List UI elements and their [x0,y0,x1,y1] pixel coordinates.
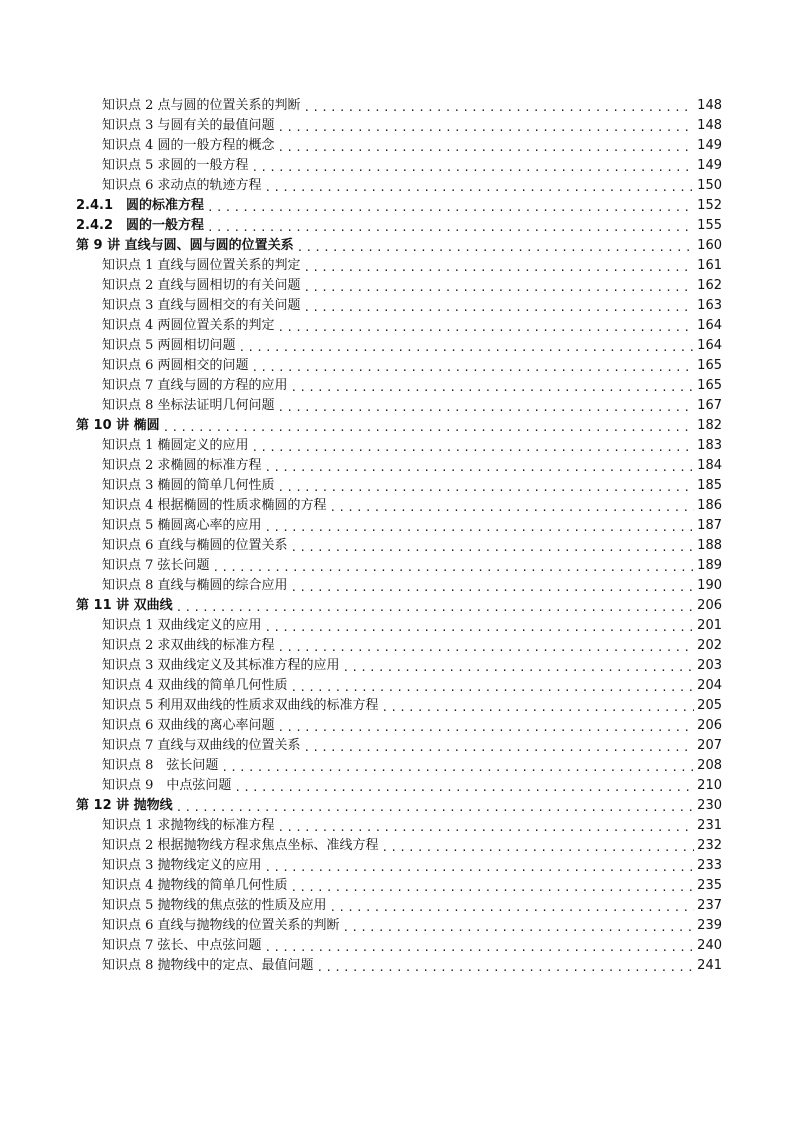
toc-page-number: 210 [697,778,722,793]
toc-page-number: 183 [697,438,722,453]
toc-entry-title: 知识点 5 椭圆离心率的应用 [102,518,262,533]
toc-entry-title: 知识点 1 直线与圆位置关系的判定 [102,258,301,273]
toc-subentry[interactable] [76,176,722,196]
toc-page-number: 167 [697,398,722,413]
dot-leader [297,239,695,256]
toc-entry-title: 知识点 4 根据椭圆的性质求椭圆的方程 [102,498,327,513]
toc-entry-title: 2.4.1 圆的标准方程 [76,198,205,213]
toc-subentry[interactable] [76,576,722,596]
toc-entry-title: 知识点 2 直线与圆相切的有关问题 [102,278,301,293]
dot-leader [343,659,695,676]
toc-entry-title: 知识点 6 直线与椭圆的位置关系 [102,538,288,553]
toc-subentry[interactable] [76,856,722,876]
dot-leader [252,359,695,376]
dot-leader [239,339,695,356]
toc-page-number: 161 [697,258,722,273]
dot-leader [252,439,695,456]
dot-leader [207,199,694,216]
toc-entry-title: 2.4.2 圆的一般方程 [76,218,205,233]
toc-page-number: 155 [697,218,722,233]
dot-leader [291,879,695,896]
toc-entry-title: 知识点 6 直线与抛物线的位置关系的判断 [102,918,340,933]
toc-entry-title: 知识点 5 两圆相切问题 [102,338,236,353]
toc-subentry[interactable] [76,676,722,696]
dot-leader [176,599,695,616]
toc-page-number: 232 [697,838,722,853]
toc-entry-title: 第 12 讲 抛物线 [76,798,173,813]
toc-page-number: 164 [697,338,722,353]
toc-subentry[interactable] [76,876,722,896]
toc-page-number: 201 [697,618,722,633]
dot-leader [265,939,695,956]
toc-page-number: 237 [697,898,722,913]
toc-page-number: 187 [697,518,722,533]
toc-entry-title: 知识点 3 抛物线定义的应用 [102,858,262,873]
toc-subentry[interactable] [76,376,722,396]
dot-leader [234,779,694,796]
toc-entry-title: 第 10 讲 椭圆 [76,418,160,433]
toc-page-number: 203 [697,658,722,673]
dot-leader [278,119,695,136]
toc-entry-title: 知识点 1 双曲线定义的应用 [102,618,262,633]
toc-entry-title: 知识点 1 求抛物线的标准方程 [102,818,275,833]
toc-subentry[interactable] [76,296,722,316]
dot-leader [304,279,695,296]
toc-subentry[interactable] [76,956,722,976]
toc-subentry[interactable] [76,836,722,856]
dot-leader [278,479,695,496]
toc-subentry[interactable] [76,436,722,456]
toc-entry-title: 知识点 3 椭圆的简单几何性质 [102,478,275,493]
dot-leader [176,799,695,816]
toc-subentry[interactable] [76,456,722,476]
toc-subentry[interactable] [76,656,722,676]
dot-leader [278,819,695,836]
dot-leader [291,579,695,596]
toc-entry-title: 知识点 3 与圆有关的最值问题 [102,118,275,133]
toc-entry-title: 知识点 1 椭圆定义的应用 [102,438,249,453]
toc-subentry[interactable] [76,96,722,116]
toc-subentry[interactable] [76,516,722,536]
dot-leader [265,519,695,536]
toc-page-number: 190 [697,578,722,593]
dot-leader [265,179,695,196]
toc-subentry[interactable] [76,496,722,516]
toc-subentry[interactable] [76,476,722,496]
toc-subentry[interactable] [76,356,722,376]
toc-page-number: 231 [697,818,722,833]
dot-leader [278,139,695,156]
toc-subentry[interactable] [76,396,722,416]
toc-page-number: 189 [697,558,722,573]
toc-entry-title: 知识点 7 弦长问题 [102,558,210,573]
toc-entry-title: 知识点 4 抛物线的简单几何性质 [102,878,288,893]
toc-page-number: 186 [697,498,722,513]
toc-page-number: 162 [697,278,722,293]
dot-leader [304,259,695,276]
toc-entry-title: 知识点 4 双曲线的简单几何性质 [102,678,288,693]
toc-entry-title: 知识点 5 抛物线的焦点弦的性质及应用 [102,898,327,913]
toc-entry-title: 知识点 5 利用双曲线的性质求双曲线的标准方程 [102,698,379,713]
dot-leader [330,499,695,516]
toc-entry-title: 知识点 2 根据抛物线方程求焦点坐标、准线方程 [102,838,379,853]
toc-page-number: 165 [697,378,722,393]
toc-chapter-entry[interactable] [76,796,722,816]
toc-page-number: 164 [697,318,722,333]
toc-page-number: 150 [697,178,722,193]
toc-page-number: 205 [697,698,722,713]
toc-page-number: 204 [697,678,722,693]
dot-leader [304,739,695,756]
dot-leader [252,159,695,176]
toc-page-number: 188 [697,538,722,553]
dot-leader [163,419,695,436]
toc-page-number: 208 [697,758,722,773]
toc-subentry[interactable] [76,696,722,716]
toc-entry-title: 知识点 6 两圆相交的问题 [102,358,249,373]
toc-page-number: 149 [697,138,722,153]
toc-page-number: 160 [697,238,722,253]
dot-leader [317,959,695,976]
toc-subentry[interactable] [76,156,722,176]
toc-page-number: 184 [697,458,722,473]
dot-leader [265,459,695,476]
toc-page-number: 206 [697,718,722,733]
toc-entry-title: 知识点 2 求双曲线的标准方程 [102,638,275,653]
toc-subentry[interactable] [76,316,722,336]
toc-page-number: 152 [697,198,722,213]
dot-leader [278,639,695,656]
toc-page-number: 185 [697,478,722,493]
toc-page-number: 240 [697,938,722,953]
toc-chapter-entry[interactable] [76,216,722,236]
toc-subentry[interactable] [76,336,722,356]
toc-subentry[interactable] [76,116,722,136]
toc-subentry[interactable] [76,616,722,636]
toc-page-number: 233 [697,858,722,873]
toc-subentry[interactable] [76,936,722,956]
toc-page-number: 182 [697,418,722,433]
toc-entry-title: 知识点 2 求椭圆的标准方程 [102,458,262,473]
table-of-contents [76,96,722,976]
toc-page-number: 149 [697,158,722,173]
toc-entry-title: 知识点 5 求圆的一般方程 [102,158,249,173]
toc-entry-title: 第 11 讲 双曲线 [76,598,173,613]
toc-subentry[interactable] [76,556,722,576]
dot-leader [278,319,695,336]
toc-entry-title: 知识点 6 求动点的轨迹方程 [102,178,262,193]
dot-leader [343,919,695,936]
toc-entry-title: 知识点 8 弦长问题 [102,758,219,773]
toc-page-number: 230 [697,798,722,813]
toc-page-number: 206 [697,598,722,613]
toc-subentry[interactable] [76,136,722,156]
dot-leader [382,699,695,716]
toc-subentry[interactable] [76,916,722,936]
toc-entry-title: 知识点 2 点与圆的位置关系的判断 [102,98,301,113]
toc-subentry[interactable] [76,536,722,556]
toc-subentry[interactable] [76,756,722,776]
toc-chapter-entry[interactable] [76,596,722,616]
toc-page-number: 202 [697,638,722,653]
toc-entry-title: 知识点 4 圆的一般方程的概念 [102,138,275,153]
dot-leader [330,899,695,916]
toc-entry-title: 知识点 4 两圆位置关系的判定 [102,318,275,333]
dot-leader [221,759,694,776]
toc-chapter-entry[interactable] [76,196,722,216]
toc-page-number: 241 [697,958,722,973]
toc-entry-title: 知识点 3 双曲线定义及其标准方程的应用 [102,658,340,673]
toc-page-number: 165 [697,358,722,373]
toc-chapter-entry[interactable] [76,236,722,256]
toc-page-number: 148 [697,118,722,133]
toc-page-number: 235 [697,878,722,893]
dot-leader [213,559,695,576]
dot-leader [304,99,695,116]
toc-subentry[interactable] [76,256,722,276]
toc-page-number: 163 [697,298,722,313]
dot-leader [291,679,695,696]
dot-leader [265,859,695,876]
toc-entry-title: 知识点 7 弦长、中点弦问题 [102,938,262,953]
dot-leader [278,719,695,736]
dot-leader [304,299,695,316]
toc-entry-title: 知识点 7 直线与双曲线的位置关系 [102,738,301,753]
dot-leader [291,539,695,556]
toc-entry-title: 知识点 8 抛物线中的定点、最值问题 [102,958,314,973]
toc-subentry[interactable] [76,816,722,836]
dot-leader [382,839,695,856]
toc-subentry[interactable] [76,636,722,656]
dot-leader [278,399,695,416]
dot-leader [265,619,695,636]
toc-subentry[interactable] [76,896,722,916]
toc-entry-title: 知识点 8 直线与椭圆的综合应用 [102,578,288,593]
toc-entry-title: 知识点 9 中点弦问题 [102,778,232,793]
toc-entry-title: 第 9 讲 直线与圆、圆与圆的位置关系 [76,238,294,253]
toc-subentry[interactable] [76,716,722,736]
toc-entry-title: 知识点 3 直线与圆相交的有关问题 [102,298,301,313]
toc-entry-title: 知识点 6 双曲线的离心率问题 [102,718,275,733]
toc-page-number: 239 [697,918,722,933]
toc-subentry[interactable] [76,776,722,796]
toc-page-number: 207 [697,738,722,753]
toc-entry-title: 知识点 8 坐标法证明几何问题 [102,398,275,413]
toc-page-number: 148 [697,98,722,113]
toc-entry-title: 知识点 7 直线与圆的方程的应用 [102,378,288,393]
toc-subentry[interactable] [76,736,722,756]
toc-subentry[interactable] [76,276,722,296]
dot-leader [207,219,694,236]
dot-leader [291,379,695,396]
toc-chapter-entry[interactable] [76,416,722,436]
